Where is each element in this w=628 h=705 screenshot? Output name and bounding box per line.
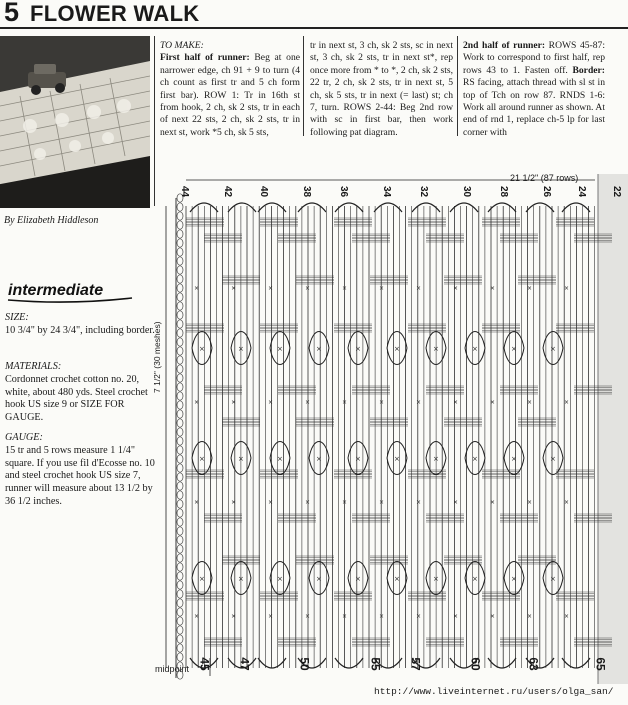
border-chain [177, 626, 183, 634]
sc-marker: × [472, 575, 478, 583]
sc-marker: × [511, 575, 517, 583]
border-chain [177, 356, 183, 364]
instructions-col-1 [160, 40, 300, 139]
sc-marker: × [305, 613, 311, 620]
second-half-text: ROWS 45-87: Work to correspond to first half, rep rows 43 to 1. Fasten off. [463, 40, 605, 76]
materials-spec [5, 361, 155, 425]
sc-marker: × [379, 613, 385, 620]
sc-marker: × [305, 399, 311, 406]
crochet-chart [150, 158, 628, 700]
top-row-number: 32 [418, 185, 430, 198]
bottom-row-number: 60 [468, 657, 483, 671]
second-half-heading: 2nd half of runner: [463, 40, 546, 51]
sc-marker: × [194, 285, 200, 292]
sc-marker: × [511, 345, 517, 353]
bottom-row-number: 50 [297, 657, 312, 671]
size-text: 10 3/4" by 24 3/4", including border. [5, 324, 155, 336]
sc-marker: × [277, 345, 283, 353]
first-half-heading: First half of runner: [160, 52, 250, 64]
sc-marker: × [490, 285, 496, 292]
border-chain [177, 509, 183, 517]
border-chain [177, 446, 183, 454]
sc-marker: × [379, 499, 385, 506]
sc-marker: × [342, 285, 348, 292]
sc-marker: × [490, 399, 496, 406]
border-chain [177, 437, 183, 445]
border-chain [177, 221, 183, 229]
midpoint-label: midpoint [155, 664, 190, 674]
border-chain [177, 527, 183, 535]
to-make-label: TO MAKE: [160, 40, 204, 51]
sc-marker: × [490, 613, 496, 620]
top-scallop [374, 203, 402, 212]
bottom-scallop [335, 658, 363, 668]
top-row-number: 30 [461, 185, 473, 198]
border-chain [177, 428, 183, 436]
sc-marker: × [416, 285, 422, 292]
sc-marker: × [199, 455, 205, 463]
sc-marker: × [472, 345, 478, 353]
border-chain [177, 329, 183, 337]
sc-marker: × [416, 399, 422, 406]
sc-marker: × [453, 613, 459, 620]
border-chain [177, 419, 183, 427]
column-divider [457, 36, 458, 136]
materials-label: MATERIALS: [5, 361, 62, 372]
border-chain [177, 482, 183, 490]
sc-marker: × [379, 285, 385, 292]
sc-marker: × [416, 499, 422, 506]
border-chain [177, 635, 183, 643]
sc-marker: × [238, 345, 244, 353]
border-chain [177, 608, 183, 616]
top-scallop [298, 203, 326, 212]
border-chain [177, 347, 183, 355]
sc-marker: × [394, 345, 400, 353]
sc-marker: × [511, 455, 517, 463]
sc-marker: × [453, 285, 459, 292]
border-chain [177, 662, 183, 670]
sc-marker: × [379, 399, 385, 406]
sc-marker: × [342, 499, 348, 506]
sc-marker: × [268, 285, 274, 292]
row-instructions-text: tr in next st, 3 ch, sk 2 sts, sc in next st, 3 ch, sk 2 sts, tr in next st*, rep once more from * to *, 2 ch, sk 2 sts, 22 tr, 2 ch, sk 2 sts, tr in next st, 5 ch, sk 5 sts, tr in next (= last) st; ch 7, turn. ROWS 2-44: Beg 2nd row with sc in first bar, then work following pat diagram. [310, 40, 453, 138]
top-row-number: 38 [301, 185, 313, 198]
border-chain [177, 581, 183, 589]
sc-marker: × [550, 455, 556, 463]
runner-photo [0, 36, 150, 208]
top-row-number: 22 [611, 185, 623, 198]
sc-marker: × [316, 455, 322, 463]
crochet-diagram [150, 158, 628, 700]
border-chain [177, 239, 183, 247]
top-row-number: 40 [258, 185, 270, 198]
top-row-number: 34 [381, 185, 393, 198]
instructions-col-2 [310, 40, 453, 139]
border-chain [177, 599, 183, 607]
border-chain [177, 320, 183, 328]
rows-dimension-label: 21 1/2" (87 rows) [510, 173, 579, 183]
border-chain [177, 671, 183, 679]
sc-marker: × [490, 499, 496, 506]
sc-marker: × [277, 455, 283, 463]
designer-byline: By Elizabeth Hiddleson [4, 215, 99, 226]
sc-marker: × [433, 575, 439, 583]
sc-marker: × [231, 399, 237, 406]
border-chain [177, 653, 183, 661]
border-chain [177, 455, 183, 463]
sc-marker: × [527, 399, 533, 406]
sc-marker: × [231, 499, 237, 506]
column-divider [303, 36, 304, 136]
border-chain [177, 392, 183, 400]
sc-marker: × [355, 575, 361, 583]
sc-marker: × [268, 499, 274, 506]
sc-marker: × [550, 345, 556, 353]
gauge-spec [5, 432, 155, 509]
sc-marker: × [305, 499, 311, 506]
border-chain [177, 266, 183, 274]
sc-marker: × [453, 499, 459, 506]
sc-marker: × [231, 285, 237, 292]
border-chain [177, 644, 183, 652]
border-chain [177, 293, 183, 301]
top-row-number: 42 [222, 185, 234, 198]
border-chain [177, 572, 183, 580]
sc-marker: × [316, 575, 322, 583]
materials-text: Cordonnet crochet cotton no. 20, white, about 480 yds. Steel crochet hook US size 9 or SIZE FOR GAUGE. [5, 373, 148, 424]
top-row-number: 28 [498, 185, 510, 198]
top-scallop [412, 203, 440, 212]
sc-marker: × [342, 613, 348, 620]
page-edge [598, 174, 628, 684]
sc-marker: × [194, 499, 200, 506]
sc-marker: × [268, 613, 274, 620]
sc-marker: × [268, 399, 274, 406]
border-chain [177, 311, 183, 319]
bottom-scallop [562, 658, 590, 668]
pattern-title: FLOWER WALK [30, 1, 200, 26]
sc-marker: × [355, 345, 361, 353]
border-chain [177, 536, 183, 544]
border-chain [177, 410, 183, 418]
skill-level-logo [6, 275, 134, 305]
top-row-number: 24 [576, 185, 588, 198]
sc-marker: × [305, 285, 311, 292]
title-bar [0, 0, 628, 28]
sc-marker: × [527, 499, 533, 506]
sc-marker: × [564, 399, 570, 406]
border-chain [177, 464, 183, 472]
sc-marker: × [277, 575, 283, 583]
border-chain [177, 401, 183, 409]
border-chain [177, 590, 183, 598]
sc-marker: × [564, 613, 570, 620]
gauge-text: 15 tr and 5 rows measure 1 1/4" square. If you use fil d'Ecosse no. 10 and steel crochet hook US size 7, runner will measure about 13 1/2 by 36 1/2 inches. [5, 444, 155, 507]
border-chain [177, 302, 183, 310]
border-chain [177, 203, 183, 211]
sc-marker: × [394, 575, 400, 583]
border-chain [177, 473, 183, 481]
bottom-row-number: 65 [593, 657, 608, 671]
sc-marker: × [355, 455, 361, 463]
svg-text:intermediate: intermediate [8, 282, 104, 299]
sc-marker: × [527, 613, 533, 620]
border-chain [177, 383, 183, 391]
sc-marker: × [433, 345, 439, 353]
border-chain [177, 374, 183, 382]
gauge-label: GAUGE: [5, 432, 43, 443]
top-row-number: 44 [179, 185, 191, 198]
border-chain [177, 338, 183, 346]
bottom-row-number: 47 [237, 657, 252, 671]
border-chain [177, 248, 183, 256]
sc-marker: × [199, 575, 205, 583]
sc-marker: × [394, 455, 400, 463]
source-credit: http://www.liveinternet.ru/users/olga_san/ [374, 686, 614, 697]
bottom-row-number: 55 [368, 657, 383, 671]
border-chain [177, 518, 183, 526]
sc-marker: × [238, 575, 244, 583]
border-chain [177, 491, 183, 499]
bottom-scallop [258, 658, 286, 668]
border-chain [177, 500, 183, 508]
sc-marker: × [453, 399, 459, 406]
bottom-row-number: 45 [197, 657, 212, 671]
bottom-row-number: 57 [408, 657, 423, 671]
top-scallop [562, 203, 590, 212]
sc-marker: × [472, 455, 478, 463]
border-chain [177, 230, 183, 238]
bottom-scallop [488, 658, 516, 668]
border-chain [177, 563, 183, 571]
top-scallop [190, 203, 218, 212]
bottom-row-number: 63 [526, 657, 541, 671]
top-row-number: 26 [541, 185, 553, 198]
sc-marker: × [316, 345, 322, 353]
sc-marker: × [433, 455, 439, 463]
sc-marker: × [231, 613, 237, 620]
sc-marker: × [527, 285, 533, 292]
sc-marker: × [194, 399, 200, 406]
first-half-text: Beg at one narrower edge, ch 91 + 9 to turn (4 ch count as first tr and 5 ch form first bar). ROW 1: Tr in 16th st from hook, 2 ch, sk 2 sts, tr in each of next 22 sts, 2 ch, sk 2 sts, tr in next st, work *5 ch, sk 5 sts, [160, 52, 300, 138]
sc-marker: × [550, 575, 556, 583]
border-chain [177, 554, 183, 562]
sc-marker: × [238, 455, 244, 463]
size-label: SIZE: [5, 312, 29, 323]
sc-marker: × [416, 613, 422, 620]
title-rule [0, 27, 628, 29]
top-scallop [335, 203, 363, 212]
border-text: RS facing, attach thread with sl st in top of Tch on row 87. RNDS 1-6: Work all around runner as shown. At end of rnd 1, replace ch-5 lp for last corner with [463, 77, 605, 138]
sc-marker: × [194, 613, 200, 620]
skill-level-badge [6, 275, 134, 310]
size-spec [5, 312, 155, 338]
border-chain [177, 617, 183, 625]
border-heading: Border: [572, 64, 605, 76]
sc-marker: × [564, 499, 570, 506]
instructions-col-3 [463, 40, 605, 139]
pattern-number: 5 [4, 0, 20, 27]
sc-marker: × [564, 285, 570, 292]
border-chain [177, 212, 183, 220]
border-chain [177, 365, 183, 373]
top-scallop [488, 203, 516, 212]
border-chain [177, 257, 183, 265]
meshes-dimension-label: 7 1/2" (30 meshes) [152, 321, 162, 393]
border-chain [177, 545, 183, 553]
border-chain [177, 275, 183, 283]
top-row-number: 36 [338, 185, 350, 198]
sc-marker: × [199, 345, 205, 353]
top-scallop [258, 203, 286, 212]
sc-marker: × [342, 399, 348, 406]
top-scallop [228, 203, 256, 212]
border-chain [177, 284, 183, 292]
